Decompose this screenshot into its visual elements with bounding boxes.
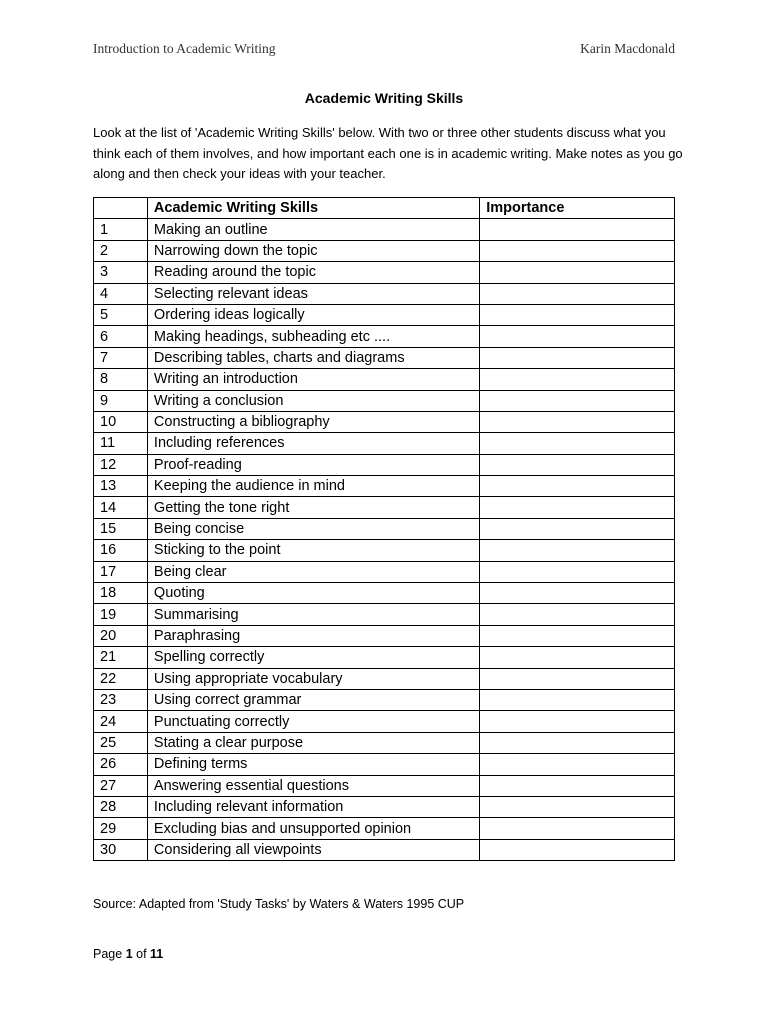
table-row <box>94 518 675 539</box>
table-row <box>94 668 675 689</box>
row-number: 4 <box>94 283 148 304</box>
row-importance[interactable] <box>480 369 675 390</box>
row-importance[interactable] <box>480 625 675 646</box>
row-skill: Constructing a bibliography <box>147 411 479 432</box>
row-number: 22 <box>94 668 148 689</box>
table-row <box>94 540 675 561</box>
table-row <box>94 390 675 411</box>
row-importance[interactable] <box>480 561 675 582</box>
row-number: 9 <box>94 390 148 411</box>
running-header-title: Introduction to Academic Writing <box>93 41 276 56</box>
row-importance[interactable] <box>480 796 675 817</box>
row-importance[interactable] <box>480 497 675 518</box>
row-number: 5 <box>94 304 148 325</box>
row-importance[interactable] <box>480 411 675 432</box>
running-header-author: Karin Macdonald <box>580 41 675 56</box>
table-row <box>94 689 675 710</box>
row-skill: Being concise <box>147 518 479 539</box>
row-skill: Keeping the audience in mind <box>147 476 479 497</box>
row-number: 7 <box>94 347 148 368</box>
page-total: 11 <box>150 947 164 961</box>
table-row <box>94 454 675 475</box>
table-row <box>94 754 675 775</box>
table-row <box>94 476 675 497</box>
table-row <box>94 818 675 839</box>
row-number: 23 <box>94 689 148 710</box>
row-importance[interactable] <box>480 647 675 668</box>
row-importance[interactable] <box>480 839 675 860</box>
row-number: 25 <box>94 732 148 753</box>
table-row <box>94 283 675 304</box>
table-row <box>94 604 675 625</box>
row-skill: Ordering ideas logically <box>147 304 479 325</box>
table-row <box>94 240 675 261</box>
row-importance[interactable] <box>480 711 675 732</box>
row-number: 29 <box>94 818 148 839</box>
row-number: 27 <box>94 775 148 796</box>
row-number: 3 <box>94 262 148 283</box>
table-row <box>94 497 675 518</box>
row-importance[interactable] <box>480 476 675 497</box>
row-number: 2 <box>94 240 148 261</box>
row-skill: Including references <box>147 433 479 454</box>
row-number: 19 <box>94 604 148 625</box>
row-skill: Spelling correctly <box>147 647 479 668</box>
row-skill: Being clear <box>147 561 479 582</box>
skills-table <box>93 197 675 861</box>
row-number: 18 <box>94 583 148 604</box>
row-number: 10 <box>94 411 148 432</box>
row-number: 6 <box>94 326 148 347</box>
row-skill: Quoting <box>147 583 479 604</box>
table-row <box>94 583 675 604</box>
header-skills: Academic Writing Skills <box>147 198 479 219</box>
table-row <box>94 304 675 325</box>
row-importance[interactable] <box>480 754 675 775</box>
row-skill: Including relevant information <box>147 796 479 817</box>
row-number: 15 <box>94 518 148 539</box>
table-row <box>94 711 675 732</box>
intro-text: Look at the list of 'Academic Writing Skills' below. With two or three other students discuss what you think each of them involves, and how important each one is in academic writing. Make notes as you go along and then check your ideas with your teacher. <box>93 125 683 181</box>
source-note: Source: Adapted from 'Study Tasks' by Waters & Waters 1995 CUP <box>93 897 465 911</box>
page-number: 1 <box>125 947 133 961</box>
header-number <box>94 198 148 219</box>
row-importance[interactable] <box>480 668 675 689</box>
row-skill: Writing an introduction <box>147 369 479 390</box>
header-importance: Importance <box>480 198 675 219</box>
row-number: 20 <box>94 625 148 646</box>
row-skill: Stating a clear purpose <box>147 732 479 753</box>
row-skill: Making headings, subheading etc .... <box>147 326 479 347</box>
table-row <box>94 262 675 283</box>
row-skill: Punctuating correctly <box>147 711 479 732</box>
table-row <box>94 647 675 668</box>
row-skill: Reading around the topic <box>147 262 479 283</box>
table-row <box>94 625 675 646</box>
table-row <box>94 326 675 347</box>
table-row <box>94 433 675 454</box>
skills-table-body <box>94 219 675 861</box>
row-number: 21 <box>94 647 148 668</box>
table-row <box>94 732 675 753</box>
table-header-row <box>94 198 675 219</box>
row-importance[interactable] <box>480 433 675 454</box>
row-skill: Summarising <box>147 604 479 625</box>
table-row <box>94 347 675 368</box>
row-importance[interactable] <box>480 818 675 839</box>
row-importance[interactable] <box>480 454 675 475</box>
table-row <box>94 839 675 860</box>
row-skill: Describing tables, charts and diagrams <box>147 347 479 368</box>
row-importance[interactable] <box>480 219 675 240</box>
row-importance[interactable] <box>480 689 675 710</box>
row-skill: Paraphrasing <box>147 625 479 646</box>
row-importance[interactable] <box>480 326 675 347</box>
row-importance[interactable] <box>480 347 675 368</box>
row-number: 8 <box>94 369 148 390</box>
row-importance[interactable] <box>480 240 675 261</box>
row-skill: Considering all viewpoints <box>147 839 479 860</box>
row-number: 16 <box>94 540 148 561</box>
row-importance[interactable] <box>480 304 675 325</box>
table-row <box>94 219 675 240</box>
row-skill: Using correct grammar <box>147 689 479 710</box>
row-importance[interactable] <box>480 283 675 304</box>
page-footer <box>93 947 163 961</box>
row-skill: Using appropriate vocabulary <box>147 668 479 689</box>
row-skill: Excluding bias and unsupported opinion <box>147 818 479 839</box>
row-skill: Getting the tone right <box>147 497 479 518</box>
row-number: 11 <box>94 433 148 454</box>
row-importance[interactable] <box>480 732 675 753</box>
table-row <box>94 369 675 390</box>
table-row <box>94 775 675 796</box>
table-row <box>94 561 675 582</box>
row-skill: Narrowing down the topic <box>147 240 479 261</box>
row-number: 24 <box>94 711 148 732</box>
row-skill: Proof-reading <box>147 454 479 475</box>
row-importance[interactable] <box>480 518 675 539</box>
row-number: 17 <box>94 561 148 582</box>
row-skill: Sticking to the point <box>147 540 479 561</box>
row-importance[interactable] <box>480 775 675 796</box>
row-importance[interactable] <box>480 604 675 625</box>
row-skill: Writing a conclusion <box>147 390 479 411</box>
intro-paragraph <box>93 123 683 185</box>
row-number: 1 <box>94 219 148 240</box>
page-label: Page <box>93 947 123 961</box>
page-title: Academic Writing Skills <box>304 90 464 106</box>
row-number: 14 <box>94 497 148 518</box>
of-label: of <box>136 947 147 961</box>
row-importance[interactable] <box>480 390 675 411</box>
row-importance[interactable] <box>480 583 675 604</box>
row-number: 12 <box>94 454 148 475</box>
row-skill: Defining terms <box>147 754 479 775</box>
table-row <box>94 411 675 432</box>
row-importance[interactable] <box>480 262 675 283</box>
row-skill: Selecting relevant ideas <box>147 283 479 304</box>
row-number: 26 <box>94 754 148 775</box>
row-number: 28 <box>94 796 148 817</box>
row-importance[interactable] <box>480 540 675 561</box>
row-skill: Making an outline <box>147 219 479 240</box>
table-row <box>94 796 675 817</box>
row-number: 30 <box>94 839 148 860</box>
row-number: 13 <box>94 476 148 497</box>
row-skill: Answering essential questions <box>147 775 479 796</box>
